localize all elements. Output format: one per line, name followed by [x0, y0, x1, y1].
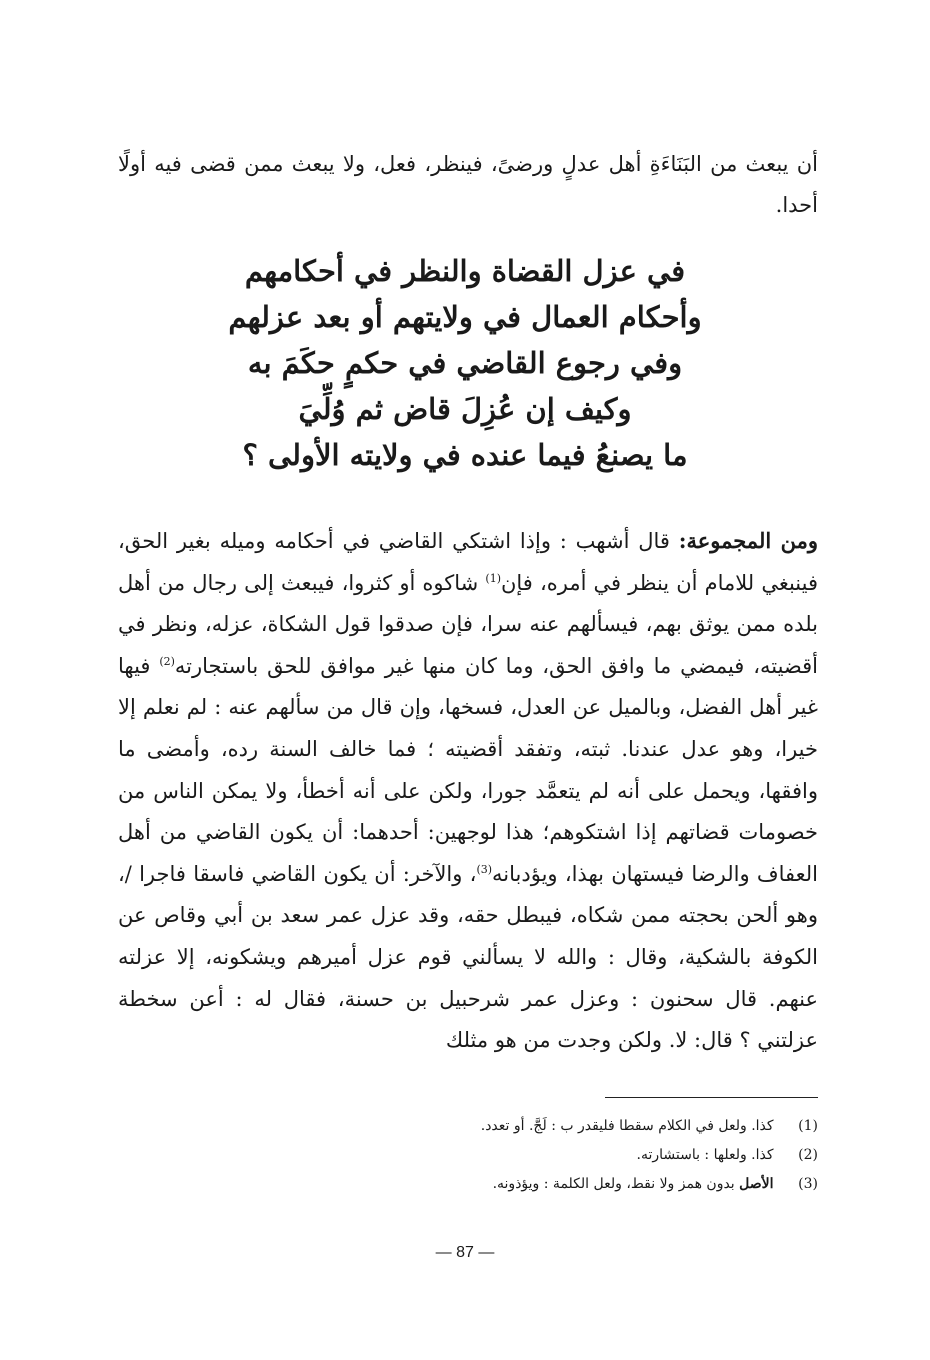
footnotes [200, 1112, 818, 1199]
footnote-number: (3) [798, 1176, 818, 1192]
footnote-ref-2[interactable]: (2) [159, 654, 175, 668]
intro-paragraph: أن يبعث من البَنَاءَةِ أهل عدلٍ ورضىً، فينظر، فعل، ولا يبعث ممن قضى فيه أولًا أحدا. [118, 152, 818, 217]
body-paragraph [118, 520, 818, 1062]
footnote-text: كذا. ولعلها : باستشارته. [636, 1147, 774, 1163]
body-text-part: شاكوه أو كثروا، فيبعث إلى رجال من أهل بلده ممن يوثق بهم، فيسألهم عنه سرا، فإن صدقوا قول الشكاة، عزله، ونظر في أقضيته، فيمضي ما وافق الحق، وما كان منها غير موافق للحق باستجارته [118, 570, 818, 678]
footnote-number: (2) [798, 1147, 818, 1163]
footnote-item [200, 1170, 818, 1199]
heading-line: وكيف إن عُزِلَ قاض ثم وُلِّيَ [298, 392, 632, 426]
footnote-item [200, 1112, 818, 1141]
footnote-text: بدون همز ولا نقط، ولعل الكلمة : ويؤذونه. [492, 1176, 740, 1192]
footnote-text: كذا. ولعل في الكلام سقطا فليقدر ب : لَجَّ. أو تعدد. [480, 1118, 774, 1134]
footnote-item [200, 1141, 818, 1170]
heading-line: في عزل القضاة والنظر في أحكامهم [244, 254, 686, 288]
footnote-divider [605, 1097, 818, 1098]
footnote-bold: الأصل [739, 1176, 774, 1192]
source-lead: ومن المجموعة: [678, 528, 818, 553]
footnote-ref-1[interactable]: (1) [485, 571, 501, 585]
page-number: — 87 — [435, 1244, 495, 1261]
heading-line: وفي رجوع القاضي في حكمٍ حكَمَ به [247, 346, 683, 380]
body-text-part: فيها غير أهل الفضل، وبالميل عن العدل، فسخها، وإن قال من سألهم عنه : لم نعلم إلا خيرا، وهو عدل عندنا. ثبته، وتفقد أقضيته ؛ فما خالف السنة رده، وأمضى ما وافقها، ويحمل على أنه لم يتعمَّد جورا، ولكن على أنه أخطأ، ولا يمكن الناس من خصومات قضاتهم إذا اشتكوهم؛ هذا لوجهين: أحدهما: أن يكون القاضي من أهل العفاف والرضا فيستهان بهذا، ويؤدبانه [118, 653, 819, 886]
footnote-ref-3[interactable]: (3) [476, 862, 493, 876]
footnote-number: (1) [798, 1118, 818, 1134]
body-text-part: ، والآخر: أن يكون القاضي فاسقا فاجرا /، وهو ألحن بحجته ممن شكاه، فيبطل حقه، وقد عزل عمر سعد بن أبي وقاص عن الكوفة بالشكية، وقال : والله لا يسألني قوم عزل أميرهم ويشكونه، إلا عزلته عنهم. قال سحنون : وعزل عمر شرحبيل بن حسنة، فقال له : أعن سخطة عزلتني ؟ قال: لا. ولكن وجدت من هو مثلك [118, 861, 818, 1053]
chapter-heading [180, 248, 750, 478]
heading-line: وأحكام العمال في ولايتهم أو بعد عزلهم [228, 300, 702, 334]
heading-line: ما يصنعُ فيما عنده في ولايته الأولى ؟ [242, 438, 688, 472]
body-text-part: قال أشهب : وإذا اشتكي القاضي في أحكامه وميله بغير الحق، فينبغي للامام أن ينظر في أمره، فإن [118, 529, 818, 595]
